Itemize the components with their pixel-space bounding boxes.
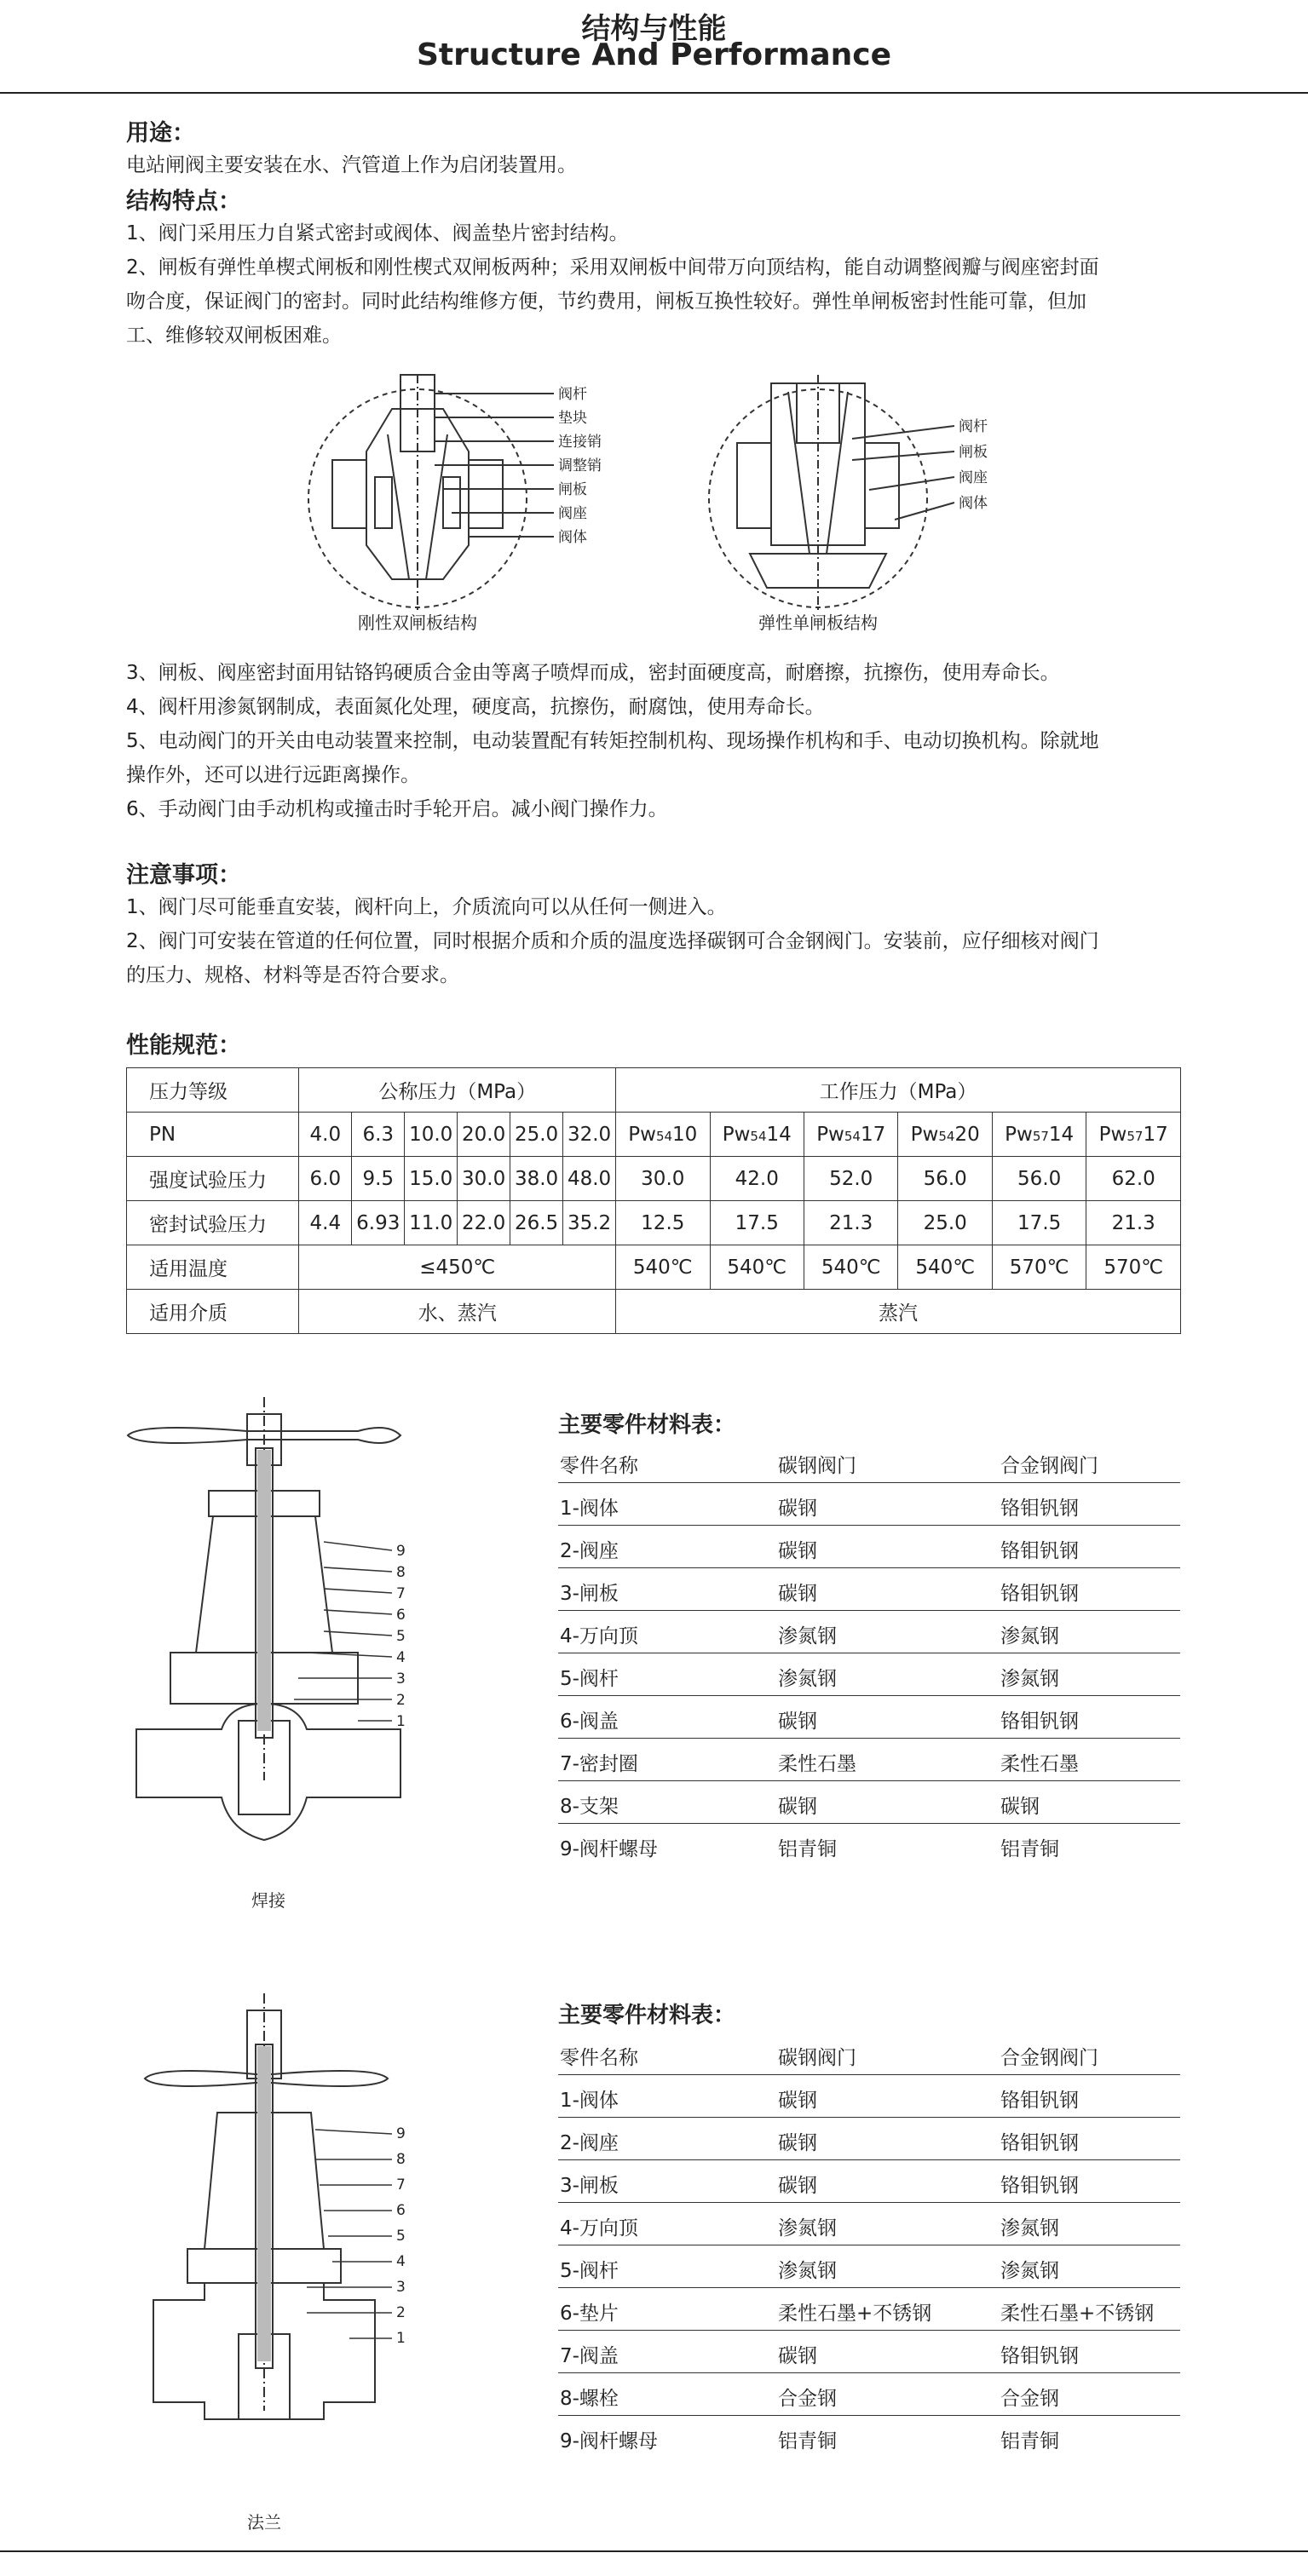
row-header: 压力等级 [127, 1068, 299, 1113]
cell: 570℃ [1086, 1245, 1181, 1290]
callout: 8 [396, 1564, 406, 1581]
feature-line: 吻合度，保证阀门的密封。同时此结构维修方便，节约费用，闸板互换性较好。弹性单闸板密封性能可靠，但加 [126, 290, 1086, 313]
cell: 17.5 [710, 1201, 804, 1245]
welded-caption: 焊接 [251, 1890, 285, 1911]
row-header: PN [127, 1113, 299, 1157]
spec-heading: 性能规范： [126, 1032, 241, 1059]
table-row: 9-阀杆螺母 铝青铜 铝青铜 [560, 1838, 1059, 1860]
feature-line: 工、维修较双闸板困难。 [126, 325, 342, 347]
features-heading: 结构特点： [126, 188, 241, 215]
feature-line: 操作外，还可以进行远距离操作。 [126, 764, 420, 786]
callout: 6 [396, 2202, 406, 2219]
cell: 42.0 [710, 1157, 804, 1201]
callout: 1 [396, 1713, 406, 1730]
cell: 12.5 [616, 1201, 710, 1245]
table-row: 4-万向顶 渗氮钢 渗氮钢 [558, 2202, 1180, 2245]
table-row: 5-阀杆 渗氮钢 渗氮钢 [558, 1653, 1180, 1696]
cell: 17.5 [992, 1201, 1086, 1245]
table-row: 8-支架 碳钢 碳钢 [558, 1780, 1180, 1824]
cell: 6.93 [352, 1201, 405, 1245]
table-row: 7-密封圈 柔性石墨 柔性石墨 [558, 1738, 1180, 1781]
cell: 540℃ [616, 1245, 710, 1290]
callout: 9 [396, 2125, 406, 2142]
label-gate: 闸板 [959, 444, 988, 461]
pw-cell: Pw5717 [1086, 1113, 1181, 1157]
cell: 48.0 [563, 1157, 616, 1201]
table-row: 5-阀杆 渗氮钢 渗氮钢 [558, 2245, 1180, 2288]
nominal-header: 公称压力（MPa） [299, 1068, 616, 1113]
gate-structure-figure [307, 358, 1005, 639]
table-row [127, 1113, 1181, 1157]
callout: 4 [396, 2253, 406, 2270]
cell: 21.3 [804, 1201, 897, 1245]
cell: 22.0 [458, 1201, 510, 1245]
usage-heading: 用途： [126, 120, 195, 147]
label-body: 阀体 [959, 495, 988, 512]
table-row: 6-阀盖 碳钢 铬钼钒钢 [558, 1695, 1180, 1739]
callout: 5 [396, 2228, 406, 2245]
callout: 6 [396, 1607, 406, 1624]
figure-caption-double-gate: 刚性双闸板结构 [358, 612, 477, 633]
callout: 3 [396, 1670, 406, 1688]
page-title-en: Structure And Performance [416, 37, 892, 72]
materials-title: 主要零件材料表： [558, 1412, 736, 1438]
flanged-valve-figure [136, 1993, 494, 2487]
feature-line: 2、闸板有弹性单楔式闸板和刚性楔式双闸板两种；采用双闸板中间带万向顶结构，能自动调整阀瓣与阀座密封面 [126, 256, 1099, 279]
row-header: 强度试验压力 [127, 1157, 299, 1201]
cell: 540℃ [898, 1245, 992, 1290]
table-row [127, 1157, 1181, 1201]
table-row [127, 1068, 1181, 1113]
feature-line: 3、闸板、阀座密封面用钴铬钨硬质合金由等离子喷焊而成，密封面硬度高，耐磨擦，抗擦伤，使用寿命长。 [126, 662, 1060, 684]
welded-valve-figure [119, 1397, 477, 1891]
flanged-valve-drawing [136, 1993, 494, 2487]
notes-heading: 注意事项： [126, 862, 241, 888]
cell: 32.0 [563, 1113, 616, 1157]
cell: 540℃ [804, 1245, 897, 1290]
cell: 38.0 [510, 1157, 563, 1201]
table-row: 1-阀体 碳钢 铬钼钒钢 [558, 2074, 1180, 2118]
cell: 4.0 [299, 1113, 352, 1157]
cell: 25.0 [510, 1113, 563, 1157]
feature-line: 4、阀杆用渗氮钢制成，表面氮化处理，硬度高，抗擦伤，耐腐蚀，使用寿命长。 [126, 696, 825, 718]
table-row: 3-闸板 碳钢 铬钼钒钢 [558, 2159, 1180, 2203]
gate-structure-drawing [307, 358, 1005, 639]
callout: 9 [396, 1543, 406, 1560]
cell: 52.0 [804, 1157, 897, 1201]
cell: 6.0 [299, 1157, 352, 1201]
callout: 7 [396, 2176, 406, 2194]
label-connect-pin: 连接销 [558, 434, 602, 451]
cell: 11.0 [405, 1201, 458, 1245]
performance-spec-table [126, 1067, 1181, 1334]
pw-cell: Pw5714 [992, 1113, 1086, 1157]
table-row: 2-阀座 碳钢 铬钼钒钢 [558, 2117, 1180, 2160]
callout: 7 [396, 1585, 406, 1602]
materials-title: 主要零件材料表： [558, 2003, 736, 2028]
row-header: 适用温度 [127, 1245, 299, 1290]
table-row: 8-螺栓 合金钢 合金钢 [558, 2372, 1180, 2416]
table-row: 9-阀杆螺母 铝青铜 铝青铜 [560, 2430, 1059, 2452]
callout: 3 [396, 2279, 406, 2296]
table-row: 4-万向顶 渗氮钢 渗氮钢 [558, 1610, 1180, 1653]
table-header-row: 零件名称 碳钢阀门 合金钢阀门 [558, 2032, 1180, 2075]
cell: 62.0 [1086, 1157, 1181, 1201]
label-seat: 阀座 [959, 469, 988, 486]
figure-caption-single-gate: 弹性单闸板结构 [758, 612, 878, 633]
cell: 30.0 [458, 1157, 510, 1201]
note-line: 1、阀门尽可能垂直安装，阀杆向上，介质流向可以从任何一侧进入。 [126, 896, 727, 918]
row-header: 密封试验压力 [127, 1201, 299, 1245]
cell: 26.5 [510, 1201, 563, 1245]
usage-text: 电站闸阀主要安装在水、汽管道上作为启闭装置用。 [126, 154, 577, 176]
cell: 56.0 [992, 1157, 1086, 1201]
table-row: 2-阀座 碳钢 铬钼钒钢 [558, 1525, 1180, 1568]
cell: 9.5 [352, 1157, 405, 1201]
cell: 20.0 [458, 1113, 510, 1157]
pw-cell: Pw5410 [616, 1113, 710, 1157]
cell: 蒸汽 [616, 1290, 1181, 1334]
working-header: 工作压力（MPa） [616, 1068, 1181, 1113]
cell: 4.4 [299, 1201, 352, 1245]
callout: 2 [396, 1692, 406, 1709]
feature-line: 1、阀门采用压力自紧式密封或阀体、阀盖垫片密封结构。 [126, 222, 629, 244]
page-title-cn: 结构与性能 [581, 12, 727, 46]
table-row: 6-垫片 柔性石墨+不锈钢 柔性石墨+不锈钢 [558, 2287, 1180, 2331]
cell: ≤450℃ [299, 1245, 616, 1290]
callout: 2 [396, 2304, 406, 2321]
feature-line: 6、手动阀门由手动机构或撞击时手轮开启。减小阀门操作力。 [126, 798, 668, 820]
cell: 30.0 [616, 1157, 710, 1201]
label-stem: 阀杆 [558, 386, 587, 403]
table-header-row: 零件名称 碳钢阀门 合金钢阀门 [558, 1440, 1180, 1483]
footer-divider [0, 2550, 1308, 2552]
pw-cell: Pw5417 [804, 1113, 897, 1157]
label-seat: 阀座 [558, 505, 587, 522]
cell: 10.0 [405, 1113, 458, 1157]
callout: 5 [396, 1628, 406, 1645]
cell: 25.0 [898, 1201, 992, 1245]
cell: 15.0 [405, 1157, 458, 1201]
cell: 6.3 [352, 1113, 405, 1157]
header-divider [0, 92, 1308, 94]
table-row: 7-阀盖 碳钢 铬钼钒钢 [558, 2330, 1180, 2373]
cell: 21.3 [1086, 1201, 1181, 1245]
row-header: 适用介质 [127, 1290, 299, 1334]
table-row: 1-阀体 碳钢 铬钼钒钢 [558, 1482, 1180, 1526]
note-line: 2、阀门可安装在管道的任何位置，同时根据介质和介质的温度选择碳钢可合金钢阀门。安装前，应仔细核对阀门 [126, 930, 1099, 952]
label-body: 阀体 [558, 529, 587, 546]
pw-cell: Pw5420 [898, 1113, 992, 1157]
pw-cell: Pw5414 [710, 1113, 804, 1157]
cell: 35.2 [563, 1201, 616, 1245]
table-row [127, 1290, 1181, 1334]
cell: 56.0 [898, 1157, 992, 1201]
label-pad: 垫块 [558, 410, 587, 427]
table-row [127, 1245, 1181, 1290]
table-row: 3-闸板 碳钢 铬钼钒钢 [558, 1567, 1180, 1611]
table-row [127, 1201, 1181, 1245]
cell: 540℃ [710, 1245, 804, 1290]
welded-valve-drawing [119, 1397, 477, 1891]
callout: 4 [396, 1649, 406, 1666]
cell: 水、蒸汽 [299, 1290, 616, 1334]
cell: 570℃ [992, 1245, 1086, 1290]
callout: 1 [396, 2330, 406, 2347]
flanged-caption: 法兰 [247, 2512, 281, 2533]
note-line: 的压力、规格、材料等是否符合要求。 [126, 964, 459, 986]
label-gate: 闸板 [558, 481, 587, 498]
feature-line: 5、电动阀门的开关由电动装置来控制，电动装置配有转矩控制机构、现场操作机构和手、电动切换机构。除就地 [126, 730, 1099, 752]
label-stem: 阀杆 [959, 418, 988, 435]
callout: 8 [396, 2151, 406, 2168]
label-adjust-pin: 调整销 [558, 457, 602, 474]
